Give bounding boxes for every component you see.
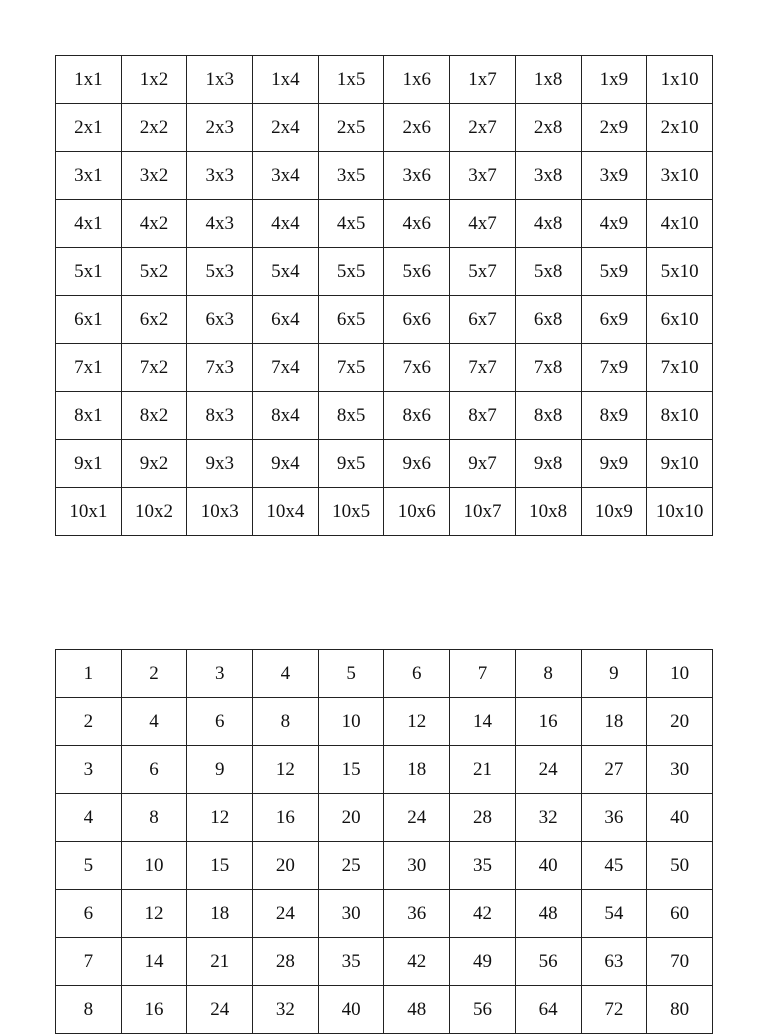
table-cell: 9x4 <box>253 440 319 488</box>
table-cell: 60 <box>647 890 713 938</box>
table-row <box>56 488 713 536</box>
table-cell: 2x7 <box>450 104 516 152</box>
table-cell: 18 <box>384 746 450 794</box>
table-cell: 70 <box>647 938 713 986</box>
table-cell: 40 <box>318 986 384 1034</box>
table-cell: 6x2 <box>121 296 187 344</box>
table-cell: 14 <box>450 698 516 746</box>
table-cell: 6x6 <box>384 296 450 344</box>
table-cell: 4 <box>121 698 187 746</box>
table-cell: 5x6 <box>384 248 450 296</box>
table-cell: 20 <box>647 698 713 746</box>
table-cell: 9x8 <box>515 440 581 488</box>
table-cell: 5x5 <box>318 248 384 296</box>
table-cell: 6 <box>384 650 450 698</box>
table-cell: 30 <box>647 746 713 794</box>
table-cell: 8x8 <box>515 392 581 440</box>
table-cell: 30 <box>318 890 384 938</box>
table-cell: 3x4 <box>253 152 319 200</box>
table-cell: 80 <box>647 986 713 1034</box>
table-cell: 1x6 <box>384 56 450 104</box>
table-cell: 35 <box>318 938 384 986</box>
table-row <box>56 842 713 890</box>
table-cell: 8 <box>515 650 581 698</box>
table-cell: 2 <box>56 698 122 746</box>
table-cell: 2x2 <box>121 104 187 152</box>
table-cell: 5x1 <box>56 248 122 296</box>
table-cell: 8x6 <box>384 392 450 440</box>
table-cell: 10x3 <box>187 488 253 536</box>
table-cell: 5 <box>318 650 384 698</box>
table-cell: 2x8 <box>515 104 581 152</box>
table-row <box>56 152 713 200</box>
table-cell: 1x7 <box>450 56 516 104</box>
table-cell: 10x4 <box>253 488 319 536</box>
table-cell: 3x6 <box>384 152 450 200</box>
table-cell: 5x8 <box>515 248 581 296</box>
table-cell: 4 <box>253 650 319 698</box>
table-cell: 5x7 <box>450 248 516 296</box>
table-cell: 8x4 <box>253 392 319 440</box>
table-cell: 72 <box>581 986 647 1034</box>
table-cell: 9 <box>581 650 647 698</box>
table-cell: 7x6 <box>384 344 450 392</box>
table-cell: 35 <box>450 842 516 890</box>
table-cell: 10x5 <box>318 488 384 536</box>
table-cell: 10 <box>318 698 384 746</box>
table-cell: 7 <box>56 938 122 986</box>
expression-table-body <box>56 56 713 536</box>
table-cell: 2x9 <box>581 104 647 152</box>
table-cell: 8x2 <box>121 392 187 440</box>
table-cell: 7 <box>450 650 516 698</box>
table-cell: 8x5 <box>318 392 384 440</box>
table-cell: 6x8 <box>515 296 581 344</box>
table-cell: 4 <box>56 794 122 842</box>
table-cell: 4x8 <box>515 200 581 248</box>
table-cell: 5x4 <box>253 248 319 296</box>
table-cell: 4x3 <box>187 200 253 248</box>
table-cell: 6x10 <box>647 296 713 344</box>
table-row <box>56 746 713 794</box>
table-cell: 3x10 <box>647 152 713 200</box>
table-cell: 4x7 <box>450 200 516 248</box>
table-cell: 3x3 <box>187 152 253 200</box>
table-cell: 24 <box>187 986 253 1034</box>
table-cell: 24 <box>515 746 581 794</box>
table-cell: 4x9 <box>581 200 647 248</box>
table-cell: 16 <box>515 698 581 746</box>
table-cell: 6x5 <box>318 296 384 344</box>
table-cell: 9x2 <box>121 440 187 488</box>
table-cell: 5x9 <box>581 248 647 296</box>
table-cell: 6 <box>121 746 187 794</box>
table-cell: 45 <box>581 842 647 890</box>
table-cell: 1x1 <box>56 56 122 104</box>
table-cell: 56 <box>515 938 581 986</box>
table-cell: 9x9 <box>581 440 647 488</box>
table-cell: 14 <box>121 938 187 986</box>
table-cell: 6x1 <box>56 296 122 344</box>
table-cell: 1x2 <box>121 56 187 104</box>
table-cell: 15 <box>187 842 253 890</box>
table-cell: 10x10 <box>647 488 713 536</box>
table-cell: 10x2 <box>121 488 187 536</box>
table-cell: 2x5 <box>318 104 384 152</box>
table-row <box>56 698 713 746</box>
table-cell: 10x6 <box>384 488 450 536</box>
table-cell: 4x10 <box>647 200 713 248</box>
table-cell: 3x7 <box>450 152 516 200</box>
table-cell: 8x3 <box>187 392 253 440</box>
table-cell: 10 <box>647 650 713 698</box>
table-cell: 54 <box>581 890 647 938</box>
table-row <box>56 938 713 986</box>
table-cell: 12 <box>253 746 319 794</box>
table-cell: 4x4 <box>253 200 319 248</box>
table-cell: 2x1 <box>56 104 122 152</box>
table-cell: 56 <box>450 986 516 1034</box>
table-cell: 8 <box>253 698 319 746</box>
table-cell: 5x10 <box>647 248 713 296</box>
table-cell: 6x4 <box>253 296 319 344</box>
table-cell: 2x6 <box>384 104 450 152</box>
table-cell: 2x3 <box>187 104 253 152</box>
table-row <box>56 440 713 488</box>
multiplication-product-table <box>55 649 713 1034</box>
table-cell: 40 <box>515 842 581 890</box>
table-cell: 20 <box>253 842 319 890</box>
table-cell: 18 <box>581 698 647 746</box>
table-cell: 24 <box>253 890 319 938</box>
table-cell: 10 <box>121 842 187 890</box>
table-cell: 32 <box>515 794 581 842</box>
table-row <box>56 200 713 248</box>
table-cell: 27 <box>581 746 647 794</box>
table-cell: 1x3 <box>187 56 253 104</box>
table-cell: 25 <box>318 842 384 890</box>
table-row <box>56 56 713 104</box>
table-cell: 64 <box>515 986 581 1034</box>
table-cell: 8x1 <box>56 392 122 440</box>
table-cell: 6 <box>56 890 122 938</box>
table-cell: 5x2 <box>121 248 187 296</box>
table-cell: 9x10 <box>647 440 713 488</box>
table-cell: 1x8 <box>515 56 581 104</box>
table-cell: 3 <box>187 650 253 698</box>
table-row <box>56 248 713 296</box>
table-cell: 15 <box>318 746 384 794</box>
table-cell: 28 <box>253 938 319 986</box>
table-cell: 32 <box>253 986 319 1034</box>
table-row <box>56 392 713 440</box>
table-cell: 5x3 <box>187 248 253 296</box>
table-cell: 1 <box>56 650 122 698</box>
table-cell: 7x4 <box>253 344 319 392</box>
table-cell: 42 <box>384 938 450 986</box>
table-cell: 8 <box>121 794 187 842</box>
table-cell: 16 <box>121 986 187 1034</box>
table-cell: 3x2 <box>121 152 187 200</box>
table-cell: 8x7 <box>450 392 516 440</box>
table-cell: 16 <box>253 794 319 842</box>
table-cell: 4x5 <box>318 200 384 248</box>
table-cell: 9x1 <box>56 440 122 488</box>
table-cell: 7x2 <box>121 344 187 392</box>
table-cell: 50 <box>647 842 713 890</box>
table-cell: 5 <box>56 842 122 890</box>
table-row <box>56 986 713 1034</box>
table-cell: 7x7 <box>450 344 516 392</box>
table-cell: 30 <box>384 842 450 890</box>
table-cell: 4x6 <box>384 200 450 248</box>
table-cell: 3x9 <box>581 152 647 200</box>
table-row <box>56 650 713 698</box>
table-cell: 4x1 <box>56 200 122 248</box>
table-cell: 2x4 <box>253 104 319 152</box>
table-cell: 6 <box>187 698 253 746</box>
table-cell: 3x5 <box>318 152 384 200</box>
table-cell: 10x1 <box>56 488 122 536</box>
table-cell: 12 <box>187 794 253 842</box>
table-row <box>56 794 713 842</box>
table-cell: 7x9 <box>581 344 647 392</box>
table-row <box>56 344 713 392</box>
table-cell: 1x5 <box>318 56 384 104</box>
table-cell: 1x9 <box>581 56 647 104</box>
table-cell: 42 <box>450 890 516 938</box>
table-row <box>56 296 713 344</box>
table-cell: 7x3 <box>187 344 253 392</box>
table-cell: 7x5 <box>318 344 384 392</box>
table-cell: 7x8 <box>515 344 581 392</box>
table-cell: 10x9 <box>581 488 647 536</box>
table-cell: 63 <box>581 938 647 986</box>
table-cell: 12 <box>384 698 450 746</box>
table-cell: 8x10 <box>647 392 713 440</box>
table-cell: 24 <box>384 794 450 842</box>
multiplication-expression-table <box>55 55 713 536</box>
table-cell: 3 <box>56 746 122 794</box>
table-cell: 10x8 <box>515 488 581 536</box>
table-cell: 8x9 <box>581 392 647 440</box>
table-cell: 18 <box>187 890 253 938</box>
table-cell: 6x3 <box>187 296 253 344</box>
table-cell: 7x10 <box>647 344 713 392</box>
table-cell: 1x4 <box>253 56 319 104</box>
table-row <box>56 890 713 938</box>
table-cell: 2x10 <box>647 104 713 152</box>
product-table-body <box>56 650 713 1034</box>
table-cell: 10x7 <box>450 488 516 536</box>
table-cell: 3x8 <box>515 152 581 200</box>
table-cell: 6x9 <box>581 296 647 344</box>
table-cell: 6x7 <box>450 296 516 344</box>
table-cell: 3x1 <box>56 152 122 200</box>
table-cell: 48 <box>515 890 581 938</box>
table-cell: 28 <box>450 794 516 842</box>
table-cell: 8 <box>56 986 122 1034</box>
table-cell: 9 <box>187 746 253 794</box>
table-cell: 48 <box>384 986 450 1034</box>
table-cell: 49 <box>450 938 516 986</box>
table-cell: 12 <box>121 890 187 938</box>
table-cell: 9x3 <box>187 440 253 488</box>
table-cell: 36 <box>581 794 647 842</box>
table-cell: 9x5 <box>318 440 384 488</box>
table-cell: 36 <box>384 890 450 938</box>
table-cell: 9x7 <box>450 440 516 488</box>
table-cell: 21 <box>187 938 253 986</box>
table-cell: 20 <box>318 794 384 842</box>
table-cell: 1x10 <box>647 56 713 104</box>
table-cell: 2 <box>121 650 187 698</box>
table-cell: 4x2 <box>121 200 187 248</box>
table-cell: 21 <box>450 746 516 794</box>
table-cell: 40 <box>647 794 713 842</box>
table-cell: 9x6 <box>384 440 450 488</box>
table-cell: 7x1 <box>56 344 122 392</box>
table-row <box>56 104 713 152</box>
